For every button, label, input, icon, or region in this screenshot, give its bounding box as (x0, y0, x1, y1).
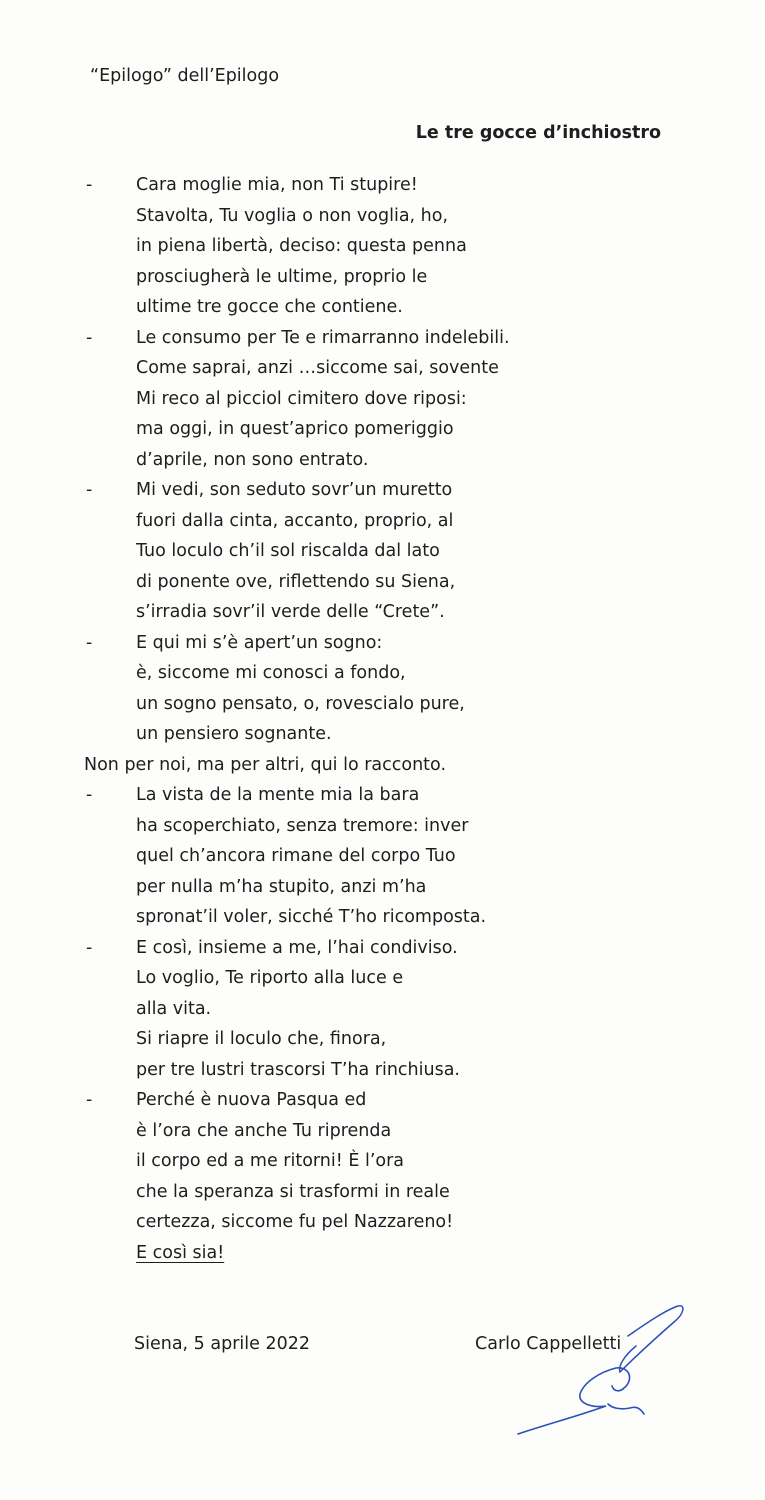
poem-line (84, 841, 724, 872)
line-text: per tre lustri trascorsi T’ha rinchiusa. (136, 1059, 460, 1080)
line-text: Tuo loculo ch’il sol riscalda dal lato (136, 541, 440, 561)
poem-line (84, 1146, 724, 1177)
poem-line (84, 1177, 724, 1208)
line-text: Perché è nuova Pasqua ed (136, 1090, 367, 1110)
line-text: che la speranza si trasformi in reale (136, 1181, 450, 1202)
line-text: Mi reco al picciol cimitero dove riposi: (136, 388, 467, 409)
poem-line (84, 811, 724, 842)
poem-line (84, 170, 724, 201)
stanza-dash: - (86, 937, 93, 958)
line-text: alla vita. (136, 998, 212, 1019)
line-text: ma oggi, in quest’aprico pomeriggio (136, 419, 454, 439)
poem-line (84, 353, 724, 384)
line-text: è, siccome mi conosci a fondo, (136, 663, 406, 683)
poem-line (84, 1085, 724, 1116)
poem-line (84, 292, 724, 323)
line-text: Si riapre il loculo che, finora, (136, 1029, 387, 1049)
poem-line (84, 719, 724, 750)
poem-body (84, 170, 724, 1268)
line-text: Come saprai, anzi …siccome sai, sovente (136, 358, 499, 378)
line-text: è l’ora che anche Tu riprenda (136, 1120, 392, 1141)
line-text: prosciugherà le ultime, proprio le (136, 266, 428, 287)
poem-line (84, 536, 724, 567)
poem-line (84, 689, 724, 720)
poem-line (84, 506, 724, 537)
poem-line (84, 628, 724, 659)
line-text: d’aprile, non sono entrato. (136, 449, 369, 470)
poem-line (84, 658, 724, 689)
poem-line (84, 994, 724, 1025)
poem-line (84, 231, 724, 262)
line-text: La vista de la mente mia la bara (136, 785, 420, 805)
line-text: un sogno pensato, o, rovescialo pure, (136, 693, 465, 714)
poem-line (84, 201, 724, 232)
stanza-dash: - (86, 785, 93, 805)
poem-line (84, 1055, 724, 1086)
line-text: certezza, siccome fu pel Nazzareno! (136, 1212, 454, 1232)
line-text: ultime tre gocce che contiene. (136, 297, 403, 317)
author-name: Carlo Cappelletti (475, 1334, 622, 1354)
line-text: Stavolta, Tu voglia o non voglia, ho, (136, 205, 449, 226)
line-text: E qui mi s’è apert’un sogno: (136, 632, 383, 653)
line-text: Lo voglio, Te riporto alla luce e (136, 968, 404, 988)
poem-line (84, 1116, 724, 1147)
poem-line (84, 963, 724, 994)
line-text: di ponente ove, riflettendo su Siena, (136, 571, 456, 592)
line-text: in piena libertà, deciso: questa penna (136, 236, 467, 256)
line-text: per nulla m’ha stupito, anzi m’ha (136, 876, 427, 897)
line-text: s’irradia sovr’il verde delle “Crete”. (136, 602, 445, 622)
poem-line (84, 933, 724, 964)
closing-line (84, 1238, 724, 1269)
poem-line (84, 597, 724, 628)
stanza-dash: - (86, 327, 93, 348)
line-text: Mi vedi, son seduto sovr’un muretto (136, 480, 453, 500)
line-text: spronat’il voler, sicché T’ho ricomposta. (136, 907, 487, 927)
document-header: “Epilogo” dell’Epilogo (90, 66, 280, 86)
stanza-dash: - (86, 480, 93, 500)
poem-line (84, 1207, 724, 1238)
poem-line (84, 780, 724, 811)
stanza-dash: - (86, 632, 93, 653)
poem-line (84, 414, 724, 445)
line-text: Le consumo per Te e rimarranno indelebili. (136, 327, 510, 348)
place-and-date: Siena, 5 aprile 2022 (134, 1334, 310, 1354)
poem-line (84, 323, 724, 354)
stanza-dash: - (86, 175, 93, 195)
handwritten-signature (508, 1296, 698, 1446)
line-text: Non per noi, ma per altri, qui lo racconto. (84, 754, 447, 775)
line-text: E così sia! (136, 1242, 225, 1263)
line-text: E così, insieme a me, l’hai condiviso. (136, 937, 458, 958)
poem-line (84, 475, 724, 506)
poem-title: Le tre gocce d’inchiostro (415, 123, 661, 143)
poem-line (84, 902, 724, 933)
poem-line (84, 872, 724, 903)
line-text: quel ch’ancora rimane del corpo Tuo (136, 846, 456, 866)
poem-line (84, 262, 724, 293)
stanza-dash: - (86, 1090, 93, 1110)
poem-line (84, 750, 724, 781)
poem-line (84, 567, 724, 598)
line-text: il corpo ed a me ritorni! È l’ora (136, 1151, 405, 1171)
line-text: un pensiero sognante. (136, 724, 332, 744)
poem-line (84, 384, 724, 415)
line-text: Cara moglie mia, non Ti stupire! (136, 175, 418, 195)
line-text: fuori dalla cinta, accanto, proprio, al (136, 510, 454, 531)
line-text: ha scoperchiato, senza tremore: inver (136, 815, 469, 836)
poem-line (84, 445, 724, 476)
poem-line (84, 1024, 724, 1055)
